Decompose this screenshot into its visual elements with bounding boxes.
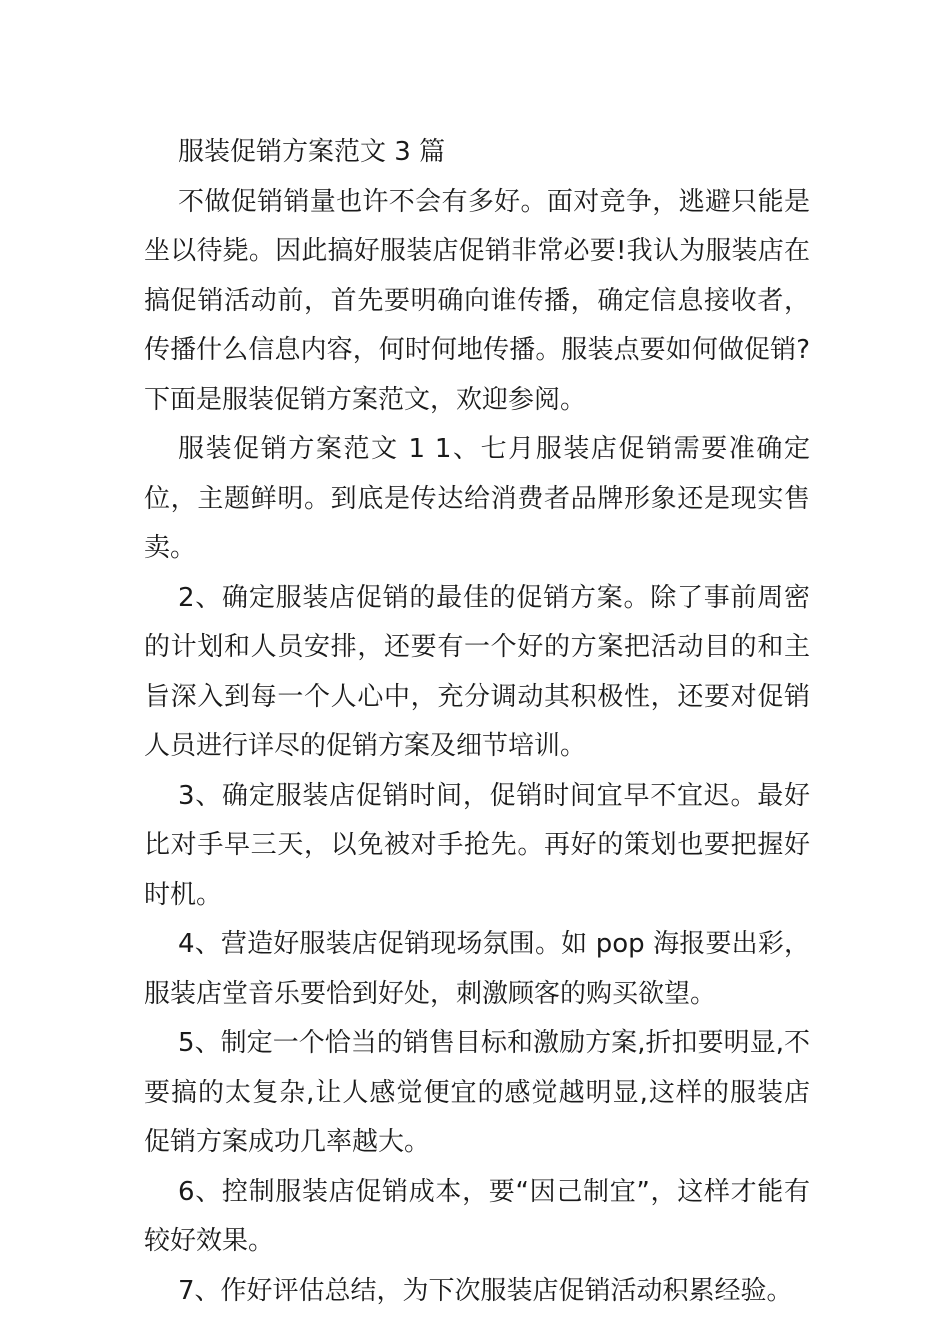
document-page [144,128,810,1316]
paragraph-item-5: 5、制定一个恰当的销售目标和激励方案,折扣要明显,不要搞的太复杂,让人感觉便宜的感觉越明显,这样的服装店促销方案成功几率越大。 [144,1028,810,1157]
paragraph-item-3: 3、确定服装店促销时间，促销时间宜早不宜迟。最好比对手早三天，以免被对手抢先。再好的策划也要把握好时机。 [144,780,810,910]
paragraph-item-1: 服装促销方案范文 1 1、七月服装店促销需要准确定位，主题鲜明。到底是传达给消费者品牌形象还是现实售卖。 [144,434,810,563]
paragraph-item-2: 2、确定服装店促销的最佳的促销方案。除了事前周密的计划和人员安排，还要有一个好的方案把活动目的和主旨深入到每一个人心中，充分调动其积极性，还要对促销人员进行详尽的促销方案及细节培训。 [144,582,810,761]
paragraph-item-7: 7、作好评估总结，为下次服装店促销活动积累经验。 [178,1275,793,1306]
paragraph-item-4: 4、营造好服装店促销现场氛围。如 pop 海报要出彩，服装店堂音乐要恰到好处，刺激顾客的购买欲望。 [144,929,810,1009]
paragraph-item-6: 6、控制服装店促销成本，要“因己制宜”，这样才能有较好效果。 [144,1176,810,1256]
document-title: 服装促销方案范文 3 篇 [178,137,446,167]
paragraph-intro: 不做促销销量也许不会有多好。面对竞争，逃避只能是坐以待毙。因此搞好服装店促销非常必要!我认为服装店在搞促销活动前，首先要明确向谁传播，确定信息接收者，传播什么信息内容，何时何地传播。服装点要如何做促销?下面是服装促销方案范文，欢迎参阅。 [144,186,810,415]
